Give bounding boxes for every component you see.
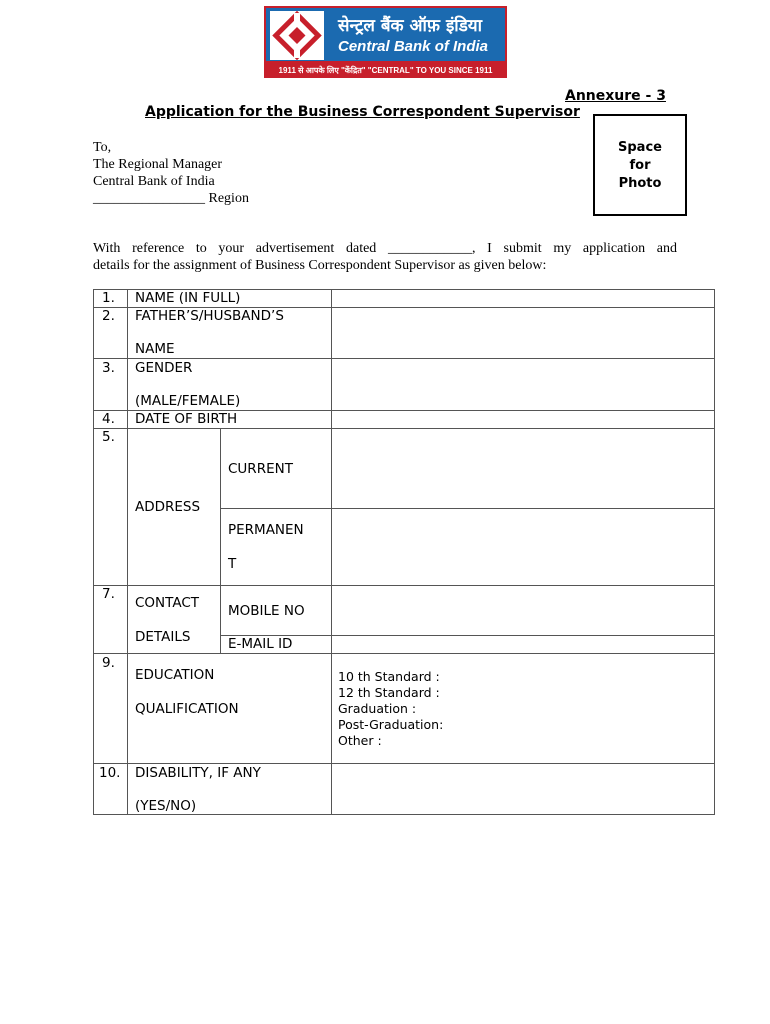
permanent-address-value-cell[interactable] xyxy=(332,509,714,585)
page-title: Application for the Business Correspondent Supervisor xyxy=(145,104,580,120)
field-label-father-husband: FATHER’S/HUSBAND’S xyxy=(135,308,284,324)
address-to: To, xyxy=(93,140,112,155)
row-number: 7. xyxy=(102,586,115,602)
field-label-gender: (MALE/FEMALE) xyxy=(135,393,241,409)
bank-logo xyxy=(264,6,507,78)
field-label-disability: (YES/NO) xyxy=(135,798,197,814)
bank-emblem-icon xyxy=(270,11,324,60)
application-form-table xyxy=(93,289,715,815)
disability-value-cell[interactable] xyxy=(332,764,714,814)
photo-box-line: Photo xyxy=(618,176,662,191)
row-number: 3. xyxy=(102,360,115,376)
field-label-gender: GENDER xyxy=(135,360,193,376)
field-label-disability: DISABILITY, IF ANY xyxy=(135,765,261,781)
row-number: 5. xyxy=(102,429,115,445)
field-label-contact: CONTACT xyxy=(135,595,200,611)
education-item: Graduation : xyxy=(338,701,417,716)
row-number: 2. xyxy=(102,308,115,324)
field-label-education: EDUCATION xyxy=(135,667,215,683)
recipient-address xyxy=(93,139,249,207)
logo-tagline: 1911 से आपके लिए "केंद्रित" "CENTRAL" TO YOU SINCE 1911 xyxy=(264,63,507,78)
dob-value-cell[interactable] xyxy=(332,411,714,428)
address-line: Central Bank of India xyxy=(93,174,215,189)
email-value-cell[interactable] xyxy=(332,636,714,653)
education-item: 12 th Standard : xyxy=(338,685,440,700)
mobile-value-cell[interactable] xyxy=(332,586,714,635)
address-region-line: ________________ Region xyxy=(93,191,249,206)
field-label-father-husband: NAME xyxy=(135,341,175,357)
field-label-permanent-address: PERMANEN xyxy=(228,522,304,538)
current-address-value-cell[interactable] xyxy=(332,429,714,508)
field-label-dob: DATE OF BIRTH xyxy=(135,411,238,427)
row-number: 4. xyxy=(102,411,115,427)
reference-line: details for the assignment of Business Correspondent Supervisor as given below: xyxy=(93,258,547,273)
field-label-education: QUALIFICATION xyxy=(135,701,239,717)
father-husband-value-cell[interactable] xyxy=(332,308,714,358)
row-number: 1. xyxy=(102,290,115,306)
address-line: The Regional Manager xyxy=(93,157,223,172)
field-label-name: NAME (IN FULL) xyxy=(135,290,241,306)
annexure-label: Annexure - 3 xyxy=(565,88,666,104)
field-label-email: E-MAIL ID xyxy=(228,636,293,652)
education-levels-list xyxy=(338,669,443,749)
row-number: 9. xyxy=(102,655,115,671)
photo-placeholder-box xyxy=(593,114,687,216)
education-item: Post-Graduation: xyxy=(338,717,444,732)
education-item: Other : xyxy=(338,733,382,748)
field-label-mobile: MOBILE NO xyxy=(228,603,305,619)
field-label-permanent-address: T xyxy=(228,556,237,572)
photo-box-line: Space xyxy=(618,140,662,155)
logo-banner xyxy=(264,6,507,63)
field-label-contact: DETAILS xyxy=(135,629,191,645)
logo-english-name: Central Bank of India xyxy=(338,38,489,55)
field-label-address: ADDRESS xyxy=(135,499,201,515)
reference-paragraph xyxy=(93,240,677,274)
field-label-current-address: CURRENT xyxy=(228,461,293,477)
gender-value-cell[interactable] xyxy=(332,359,714,410)
education-item: 10 th Standard : xyxy=(338,669,440,684)
photo-box-line: for xyxy=(629,158,651,173)
logo-hindi-name: सेन्ट्रल बैंक ऑफ़ इंडिया xyxy=(338,16,483,36)
reference-line: With reference to your advertisement dated ____________, I submit my application and xyxy=(93,241,677,256)
name-value-cell[interactable] xyxy=(332,290,714,307)
row-number: 10. xyxy=(99,765,121,781)
